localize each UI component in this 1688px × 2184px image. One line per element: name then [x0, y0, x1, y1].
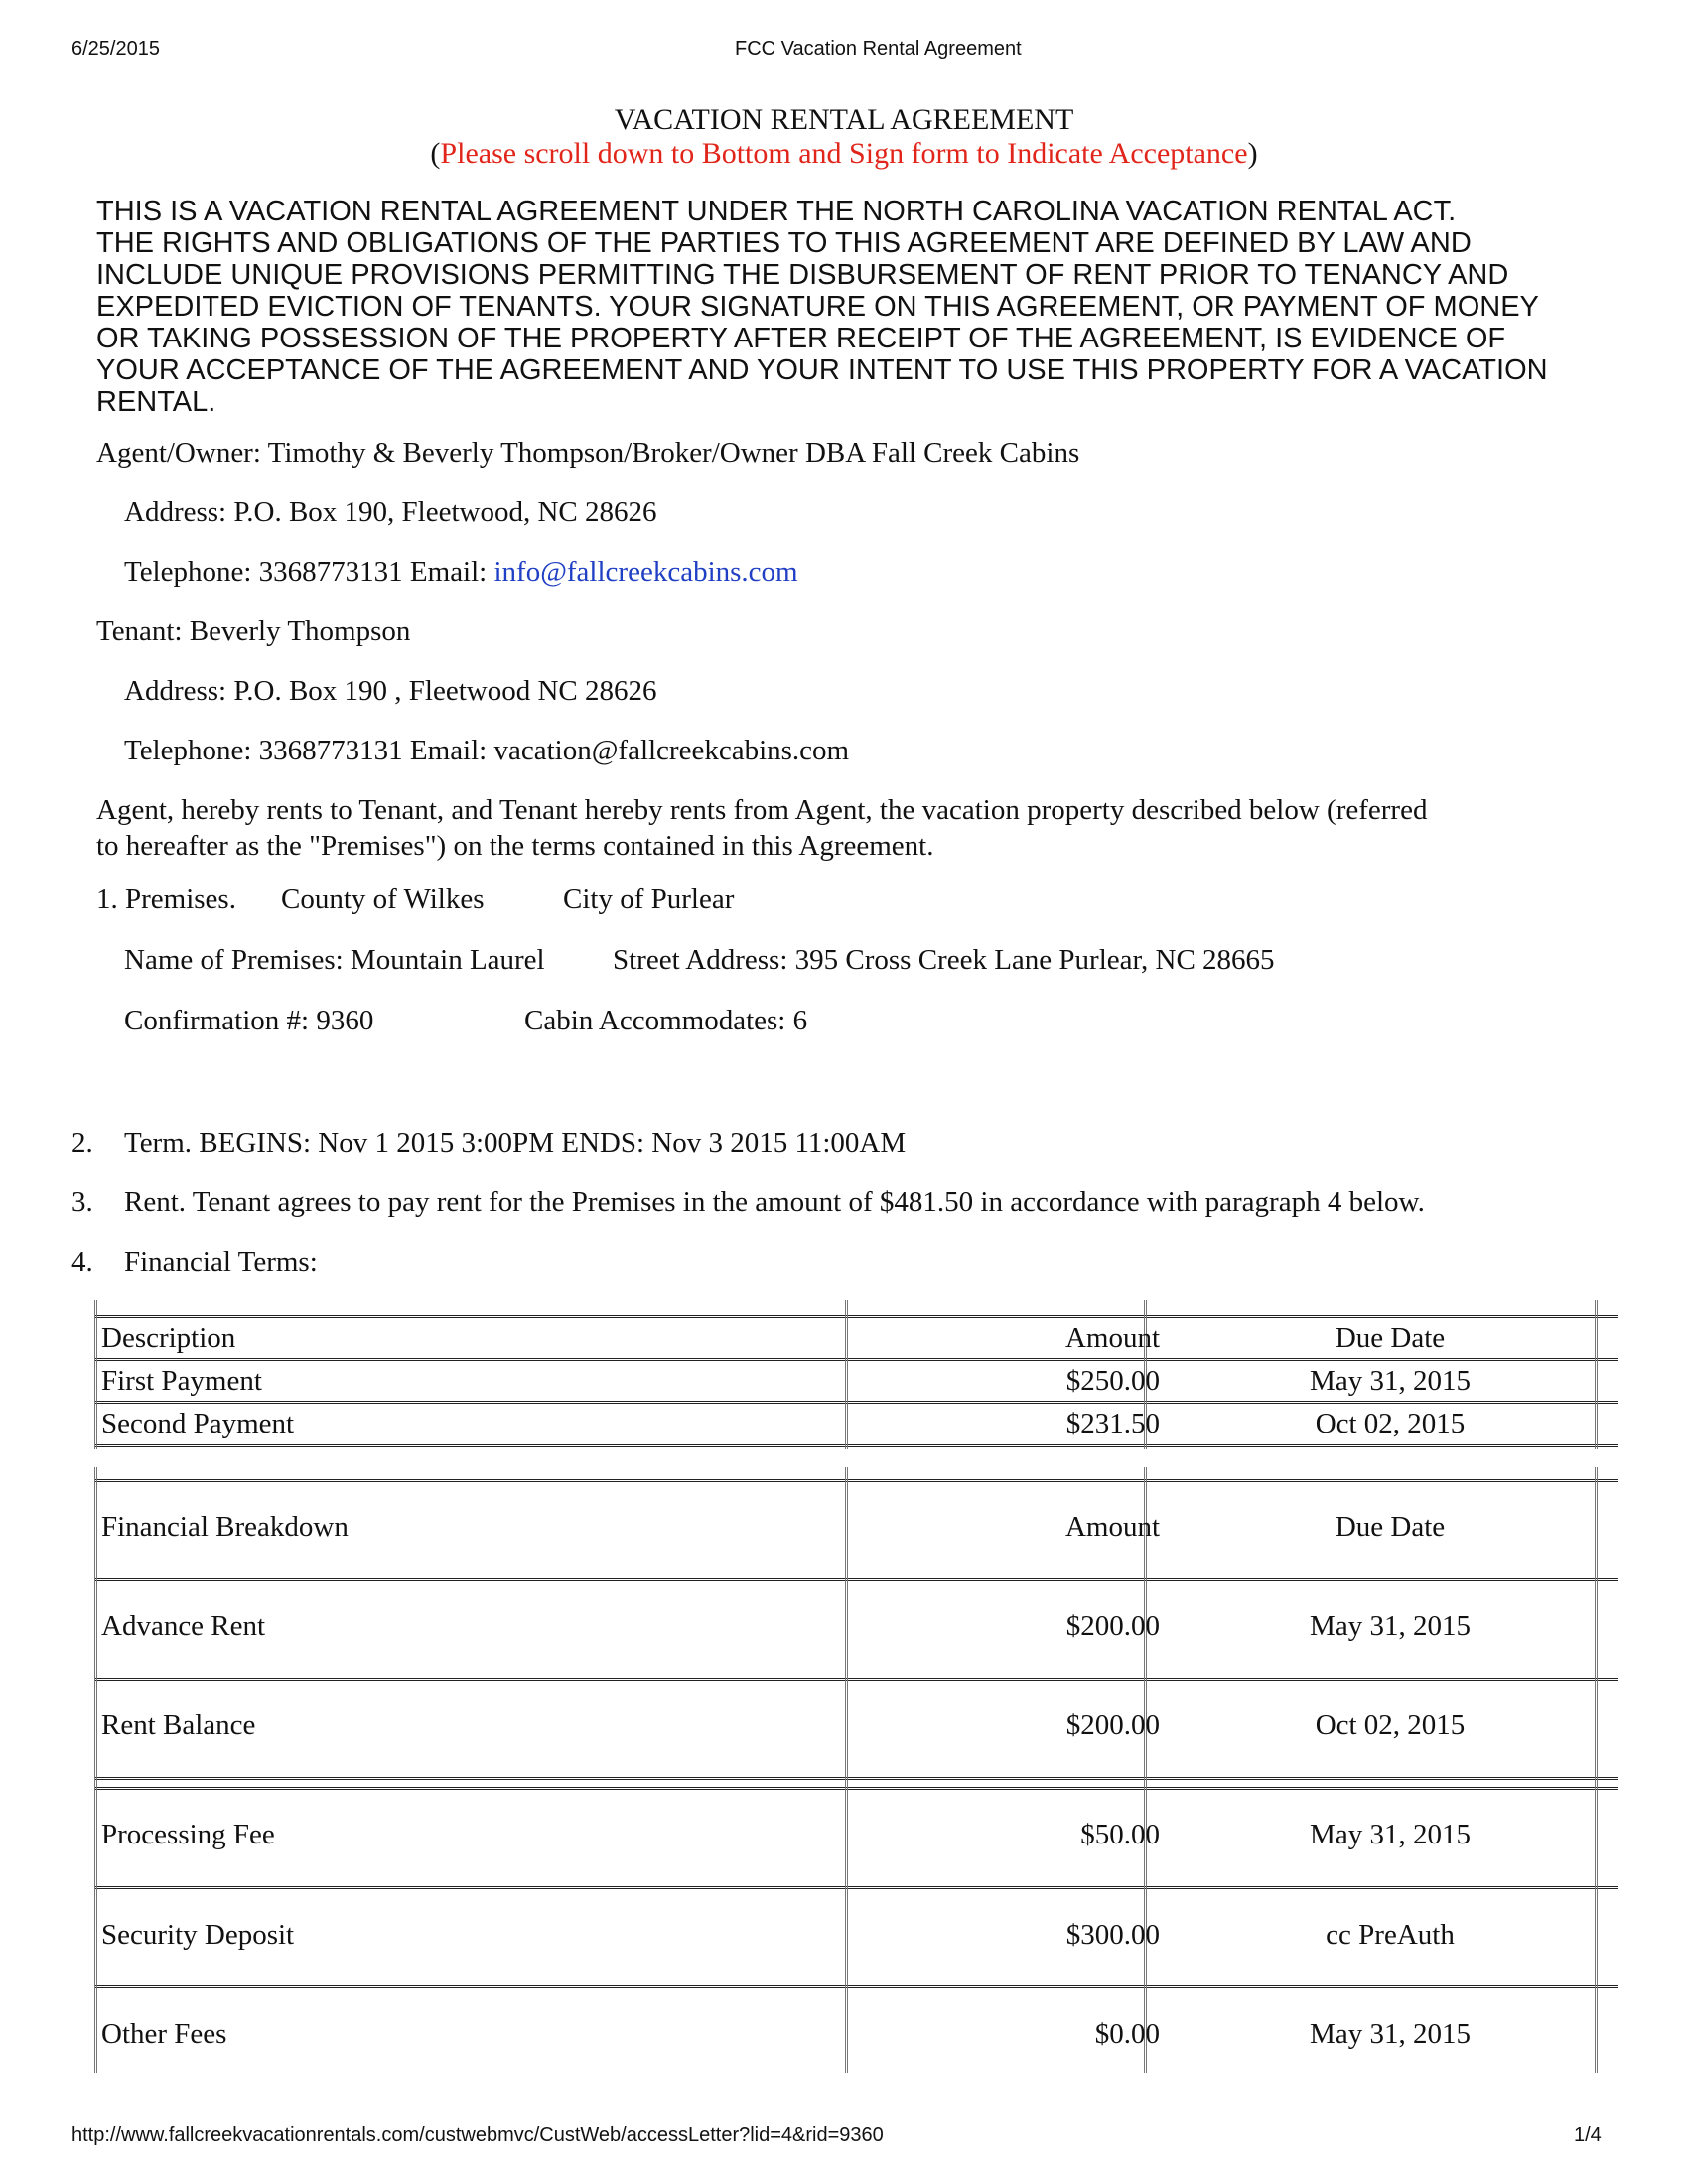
intro-line-1: Agent, hereby rents to Tenant, and Tenant hereby rents from Agent, the vacation property described below (referred — [96, 794, 1428, 826]
table-header: Description — [101, 1322, 236, 1354]
item-number: 4. — [71, 1246, 93, 1278]
table-header: Financial Breakdown — [101, 1511, 349, 1543]
table-cell: Advance Rent — [101, 1610, 266, 1642]
document-title: VACATION RENTAL AGREEMENT — [614, 103, 1074, 136]
table-cell: Oct 02, 2015 — [1315, 1408, 1466, 1439]
item-number: 2. — [71, 1127, 93, 1159]
table-cell: Oct 02, 2015 — [1315, 1709, 1466, 1741]
agent-owner: Agent/Owner: Timothy & Beverly Thompson/Broker/Owner DBA Fall Creek Cabins — [96, 437, 1080, 469]
table-header: Due Date — [1335, 1322, 1446, 1354]
table-header: Due Date — [1335, 1511, 1446, 1543]
confirmation-number: Confirmation #: 9360 — [124, 1005, 374, 1036]
table-cell: Security Deposit — [101, 1919, 295, 1951]
financial-terms-label: Financial Terms: — [124, 1246, 318, 1278]
agent-email-link[interactable]: info@fallcreekcabins.com — [493, 556, 798, 588]
table-cell: May 31, 2015 — [1310, 1819, 1471, 1850]
table-cell: $250.00 — [1065, 1365, 1160, 1397]
legal-notice: THIS IS A VACATION RENTAL AGREEMENT UNDER THE NORTH CAROLINA VACATION RENTAL ACT. THE RIGHTS AND OBLIGATIONS OF THE PARTIES TO THIS AGREEMENT ARE DEFINED BY LAW AND INCLUDE UNIQUE PROVISIONS PERMITTING THE DISBURSEMENT OF RENT PRIOR TO TENANCY AND EXPEDITED EVICTION OF TENANTS. YOUR SIGNATURE ON THIS AGREEMENT, OR PAYMENT OF MONEY OR TAKING POSSESSION OF THE PROPERTY AFTER RECEIPT OF THE AGREEMENT, IS EVIDENCE OF YOUR ACCEPTANCE OF THE AGREEMENT AND YOUR INTENT TO USE THIS PROPERTY FOR A VACATION RENTAL. — [96, 196, 1548, 418]
table-header: Amount — [1064, 1511, 1160, 1543]
cabin-accommodates: Cabin Accommodates: 6 — [524, 1005, 808, 1036]
sign-instruction: Please scroll down to Bottom and Sign form to Indicate Acceptance — [440, 137, 1248, 170]
table-cell: Rent Balance — [101, 1709, 256, 1741]
premises-name: Name of Premises: Mountain Laurel — [124, 944, 545, 976]
table-cell: May 31, 2015 — [1310, 2018, 1471, 2050]
print-page-title: FCC Vacation Rental Agreement — [735, 38, 1022, 60]
table-cell: Other Fees — [101, 2018, 227, 2050]
print-page-number: 1/4 — [1574, 2124, 1602, 2146]
table-cell: $300.00 — [1065, 1919, 1160, 1951]
premises-label: 1. Premises. — [96, 884, 236, 915]
table-header: Amount — [1064, 1322, 1160, 1354]
table-cell: $0.00 — [1094, 2018, 1160, 2050]
table-cell: cc PreAuth — [1326, 1919, 1455, 1951]
tenant-name: Tenant: Beverly Thompson — [96, 615, 411, 647]
table-cell: May 31, 2015 — [1310, 1365, 1471, 1397]
agent-address: Address: P.O. Box 190, Fleetwood, NC 28626 — [124, 496, 657, 528]
item-number: 3. — [71, 1186, 93, 1218]
table-cell: $200.00 — [1065, 1610, 1160, 1642]
table-cell: $50.00 — [1080, 1819, 1160, 1850]
agent-contact: Telephone: 3368773131 Email: info@fallcreekcabins.com — [124, 556, 798, 588]
table-cell: May 31, 2015 — [1310, 1610, 1471, 1642]
term-text: Term. BEGINS: Nov 1 2015 3:00PM ENDS: Nov 3 2015 11:00AM — [124, 1127, 907, 1159]
table-cell: First Payment — [101, 1365, 262, 1397]
document-subtitle: (Please scroll down to Bottom and Sign form to Indicate Acceptance) — [430, 137, 1258, 170]
print-date: 6/25/2015 — [71, 38, 160, 60]
premises-county: County of Wilkes — [281, 884, 485, 915]
table-cell: $200.00 — [1065, 1709, 1160, 1741]
print-footer-url: http://www.fallcreekvacationrentals.com/custwebmvc/CustWeb/accessLetter?lid=4&rid=9360 — [71, 2124, 884, 2146]
table-cell: Processing Fee — [101, 1819, 275, 1850]
intro-line-2: to hereafter as the "Premises") on the terms contained in this Agreement. — [96, 830, 934, 862]
premises-city: City of Purlear — [563, 884, 735, 915]
table-cell: $231.50 — [1065, 1408, 1160, 1439]
premises-street: Street Address: 395 Cross Creek Lane Purlear, NC 28665 — [613, 944, 1275, 976]
rent-text: Rent. Tenant agrees to pay rent for the Premises in the amount of $481.50 in accordance with paragraph 4 below. — [124, 1186, 1425, 1218]
table-cell: Second Payment — [101, 1408, 295, 1439]
tenant-contact: Telephone: 3368773131 Email: vacation@fallcreekcabins.com — [124, 735, 850, 766]
tenant-address: Address: P.O. Box 190 , Fleetwood NC 28626 — [124, 675, 657, 707]
